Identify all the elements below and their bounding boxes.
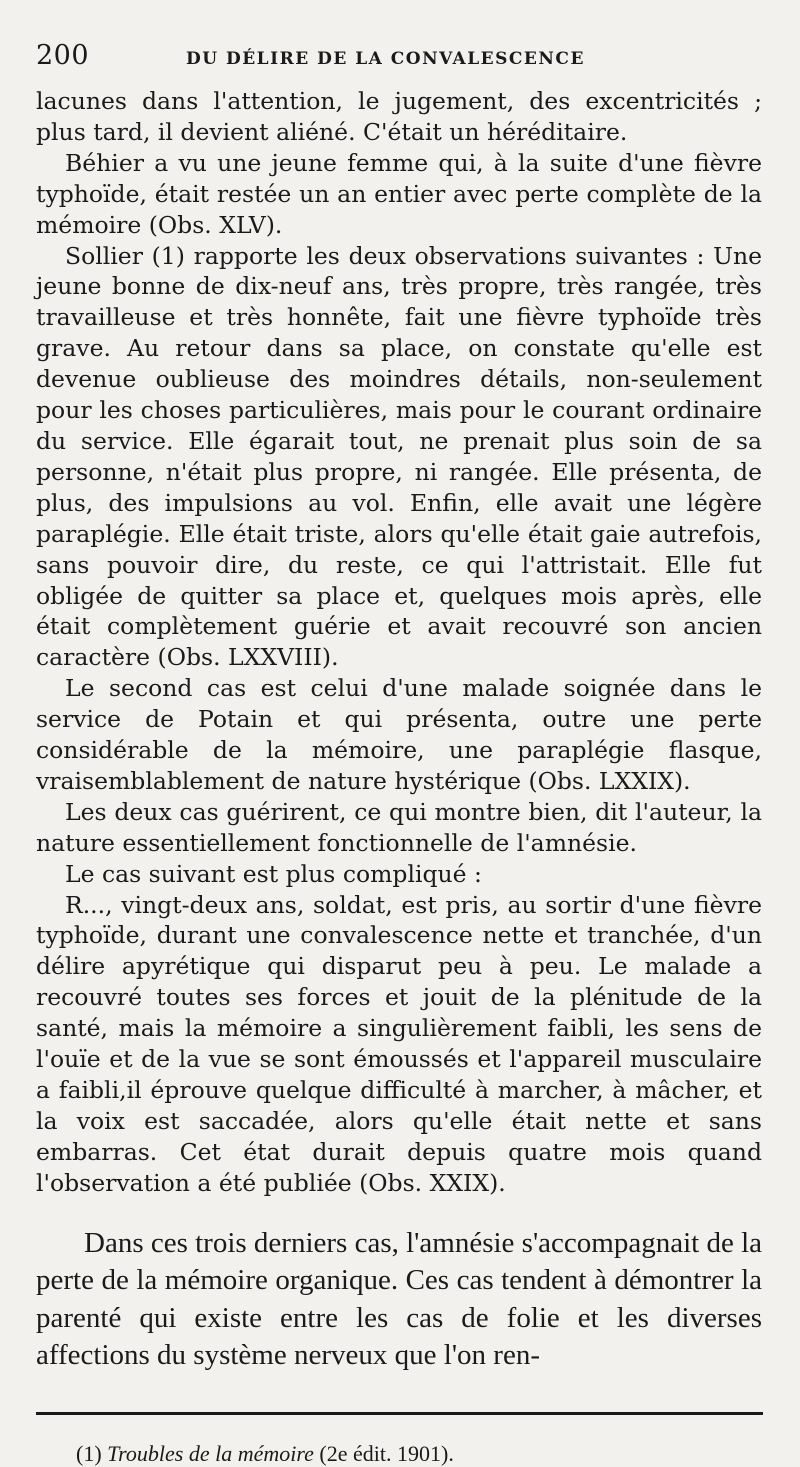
footnote-marker: (1) [76, 1440, 102, 1466]
footnote-edition: (2e édit. 1901). [319, 1440, 454, 1466]
paragraph-case-r: R..., vingt-deux ans, soldat, est pris, au sortir d'une fièvre typhoïde, durant une convalescence nette et tranchée, d'un délire apyrétique qui disparut peu à peu. Le malade a recouvré toutes ses forces et jouit de la plénitude de la santé, mais la mémoire a singulièrement faibli, les sens de l'ouïe et de la vue se sont émoussés et l'appareil musculaire a faibli,il éprouve quelque difficulté à marcher, à mâcher, et la voix est saccadée, alors qu'elle était nette et sans embarras. Cet état durait depuis quatre mois quand l'observation a été publiée (Obs. XXIX). [36, 890, 762, 1197]
footnote-title: Troubles de la mémoire [107, 1440, 314, 1466]
page-number: 200 [36, 40, 90, 71]
running-head: DU DÉLIRE DE LA CONVALESCENCE [186, 49, 585, 69]
footnote-divider [36, 1412, 763, 1415]
summary-paragraph: Dans ces trois derniers cas, l'amnésie s'accompagnait de la perte de la mémoire organique. Ces cas tendent à démontrer la parenté qui existe entre les cas de folie et les diverses affections du système nerveux que l'on ren- [36, 1226, 763, 1372]
paragraph-both-cured: Les deux cas guérirent, ce qui montre bien, dit l'auteur, la nature essentiellement fonctionnelle de l'amnésie. [36, 797, 762, 857]
paragraph-sollier: Sollier (1) rapporte les deux observations suivantes : Une jeune bonne de dix-neuf ans, très propre, très rangée, très travailleuse et très honnête, fait une fièvre typhoïde très grave. Au retour dans sa place, on constate qu'elle est devenue oublieuse des moindres détails, non-seulement pour les choses particulières, mais pour le courant ordinaire du service. Elle égarait tout, ne prenait plus soin de sa personne, n'était plus propre, ni rangée. Elle présenta, de plus, des impulsions au vol. Enfin, elle avait une légère paraplégie. Elle était triste, alors qu'elle était gaie autrefois, sans pouvoir dire, du reste, ce qui l'attristait. Elle fut obligée de quitter sa place et, quelques mois après, elle était complètement guérie et avait recouvré son ancien caractère (Obs. LXXVIII). [36, 241, 762, 672]
paragraph-continuation: lacunes dans l'attention, le jugement, des excentricités ; plus tard, il devient aliéné. C'était un héréditaire. [36, 87, 762, 146]
page-header [36, 40, 762, 80]
summary-text [36, 1225, 762, 1375]
paragraph-behier: Béhier a vu une jeune femme qui, à la suite d'une fièvre typhoïde, était restée un an entier avec perte complète de la mémoire (Obs. XLV). [36, 148, 762, 239]
paragraph-next-case-intro: Le cas suivant est plus compliqué : [65, 859, 482, 888]
paragraph-second-case: Le second cas est celui d'une malade soignée dans le service de Potain et qui présenta, outre une perte considérable de la mémoire, une paraplégie flasque, vraisemblablement de nature hystérique (Obs. LXXIX). [36, 674, 762, 795]
main-text [36, 86, 762, 1199]
